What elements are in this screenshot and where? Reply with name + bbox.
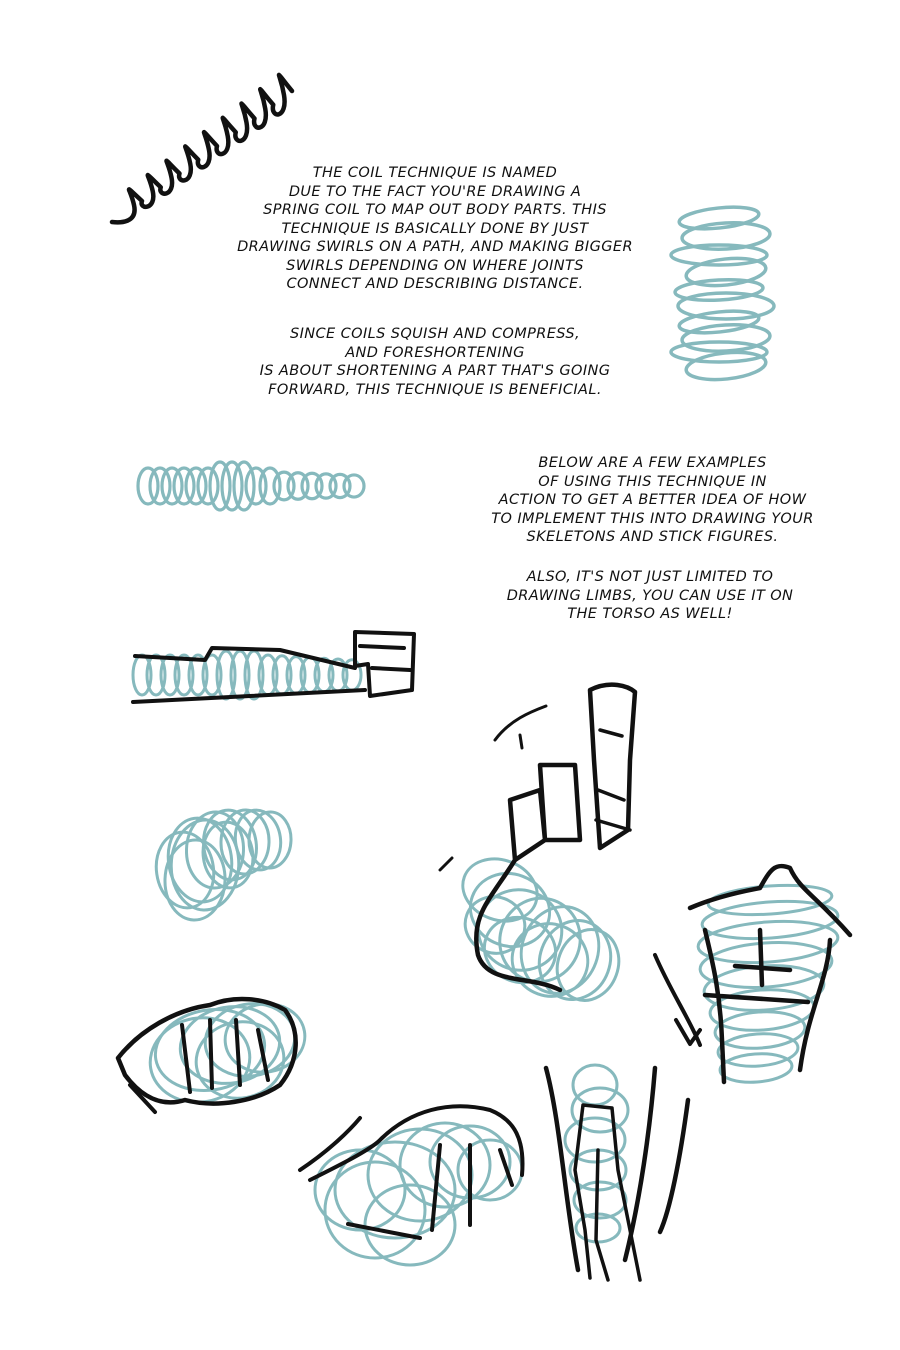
reaching-arm-coil-illustration [300, 1106, 523, 1265]
coil-loop [260, 468, 280, 504]
examples-paragraph: BELOW ARE A FEW EXAMPLES OF USING THIS TECHNIQUE IN ACTION TO GET A BETTER IDEA OF HOW TO IMPLEMENT THIS INTO DRAWING YOUR SKELETONS AND STICK FIGURES. [491, 455, 814, 545]
coil-loop [138, 468, 158, 504]
ink-stroke [596, 730, 630, 830]
coil-loop [198, 468, 218, 504]
horizontal-blue-coil-illustration [138, 462, 364, 510]
torso-coil-illustration [655, 866, 850, 1084]
coil-loop [719, 1052, 793, 1085]
ink-stroke [690, 866, 850, 1082]
ink-stroke [112, 75, 292, 222]
coil-loop [186, 468, 206, 504]
standing-legs-coil-illustration [546, 1065, 688, 1280]
coil-loop [678, 293, 774, 319]
coil-loop [150, 468, 170, 504]
bent-arm-coil-illustration [440, 685, 635, 1010]
arm-coil-illustration [133, 632, 414, 702]
coil-loop [344, 475, 364, 497]
coil-loop [210, 462, 230, 510]
torso-paragraph: ALSO, IT'S NOT JUST LIMITED TO DRAWING LIMBS, YOU CAN USE IT ON THE TORSO AS WELL! [506, 569, 794, 622]
coil-loop [174, 468, 194, 504]
fist-coil-illustration [118, 997, 310, 1112]
coil-loop [222, 462, 242, 510]
coil-loop [685, 349, 767, 383]
ink-stroke [355, 632, 414, 696]
coil-loop [162, 468, 182, 504]
coil-loop [681, 323, 770, 354]
ink-stroke [655, 955, 700, 1045]
vertical-blue-coil-illustration [671, 204, 774, 383]
squish-paragraph: SINCE COILS SQUISH AND COMPRESS, AND FORESHORTENING IS ABOUT SHORTENING A PART THAT'S GOING FORWARD, THIS TECHNIQUE IS BENEFICIAL. [259, 326, 611, 398]
cluster-coil-illustration [151, 807, 291, 921]
coil-loop [573, 1065, 617, 1105]
ink-stroke [440, 706, 546, 870]
coil-loop [678, 204, 760, 232]
black-spring-coil-illustration [112, 75, 292, 222]
intro-paragraph: THE COIL TECHNIQUE IS NAMED DUE TO THE FACT YOU'RE DRAWING A SPRING COIL TO MAP OUT BODY PARTS. THIS TECHNIQUE IS BASICALLY DONE BY JUST DRAWING SWIRLS ON A PATH, AND MAKING BIGGER SWIRLS DEPENDING ON WHERE JOINTS CONNECT AND DESCRIBING DISTANCE. [237, 165, 633, 292]
coil-loop [717, 1031, 799, 1069]
